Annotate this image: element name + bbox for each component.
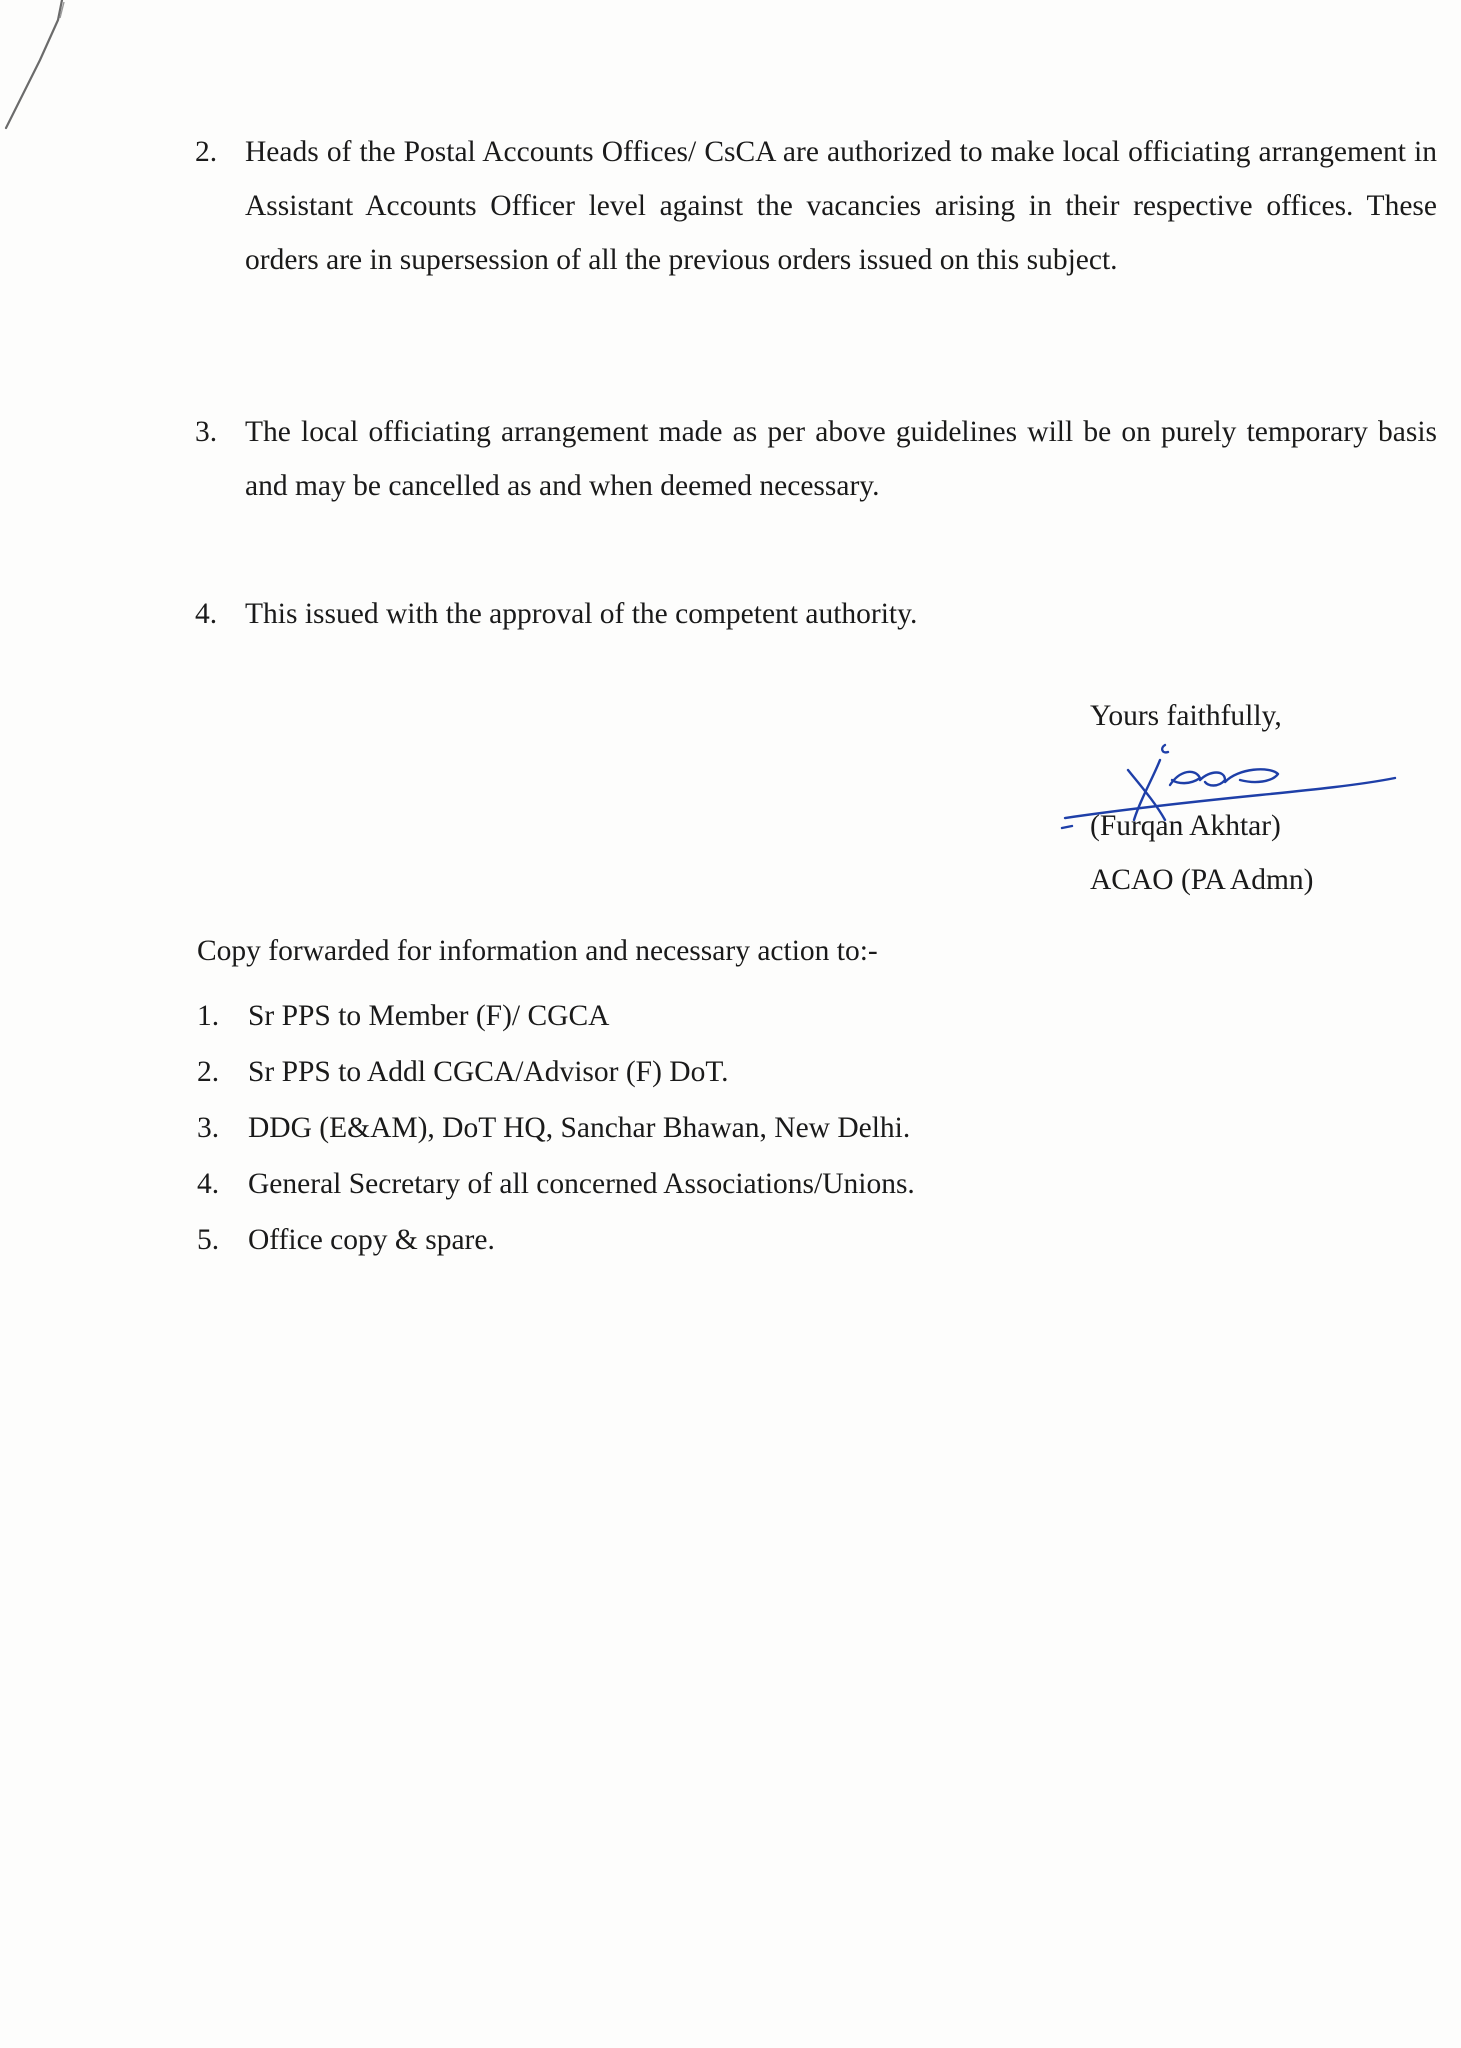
paragraph-4 <box>195 587 1437 641</box>
paragraph-3 <box>195 405 1437 513</box>
list-item-number: 1. <box>197 1000 220 1032</box>
list-item-number: 4. <box>197 1168 220 1200</box>
closing-salutation: Yours faithfully, <box>1090 700 1282 732</box>
list-item <box>197 1044 1097 1100</box>
list-item-number: 5. <box>197 1224 220 1256</box>
copy-forwarded-list <box>197 988 1097 1268</box>
paragraph-text: Heads of the Postal Accounts Offices/ CsCA are authorized to make local officiating arrangement in Assistant Accounts Officer level against the vacancies arising in their respective offices. These orders are in supersession of all the previous orders issued on this subject. <box>245 136 1437 276</box>
list-item <box>197 1212 1097 1268</box>
paragraph-text: This issued with the approval of the competent authority. <box>245 598 918 630</box>
list-item <box>197 988 1097 1044</box>
copy-forwarded-heading: Copy forwarded for information and necessary action to:- <box>197 935 878 967</box>
list-item-text: Office copy & spare. <box>248 1224 495 1256</box>
list-item-text: Sr PPS to Addl CGCA/Advisor (F) DoT. <box>248 1056 729 1088</box>
list-item <box>197 1156 1097 1212</box>
paragraph-text: The local officiating arrangement made as per above guidelines will be on purely temporary basis and may be cancelled as and when deemed necessary. <box>245 416 1437 502</box>
list-item-number: 2. <box>197 1056 220 1088</box>
paragraph-number: 2. <box>195 136 218 168</box>
signer-name: (Furqan Akhtar) <box>1090 810 1281 842</box>
paragraph-number: 3. <box>195 416 218 448</box>
list-item-number: 3. <box>197 1112 220 1144</box>
list-item-text: DDG (E&AM), DoT HQ, Sanchar Bhawan, New Delhi. <box>248 1112 911 1144</box>
list-item-text: Sr PPS to Member (F)/ CGCA <box>248 1000 610 1032</box>
paragraph-2 <box>195 125 1437 287</box>
list-item-text: General Secretary of all concerned Associations/Unions. <box>248 1168 915 1200</box>
list-item <box>197 1100 1097 1156</box>
page-edge-mark <box>0 0 90 140</box>
paragraph-number: 4. <box>195 598 218 630</box>
signer-designation: ACAO (PA Admn) <box>1090 864 1314 896</box>
